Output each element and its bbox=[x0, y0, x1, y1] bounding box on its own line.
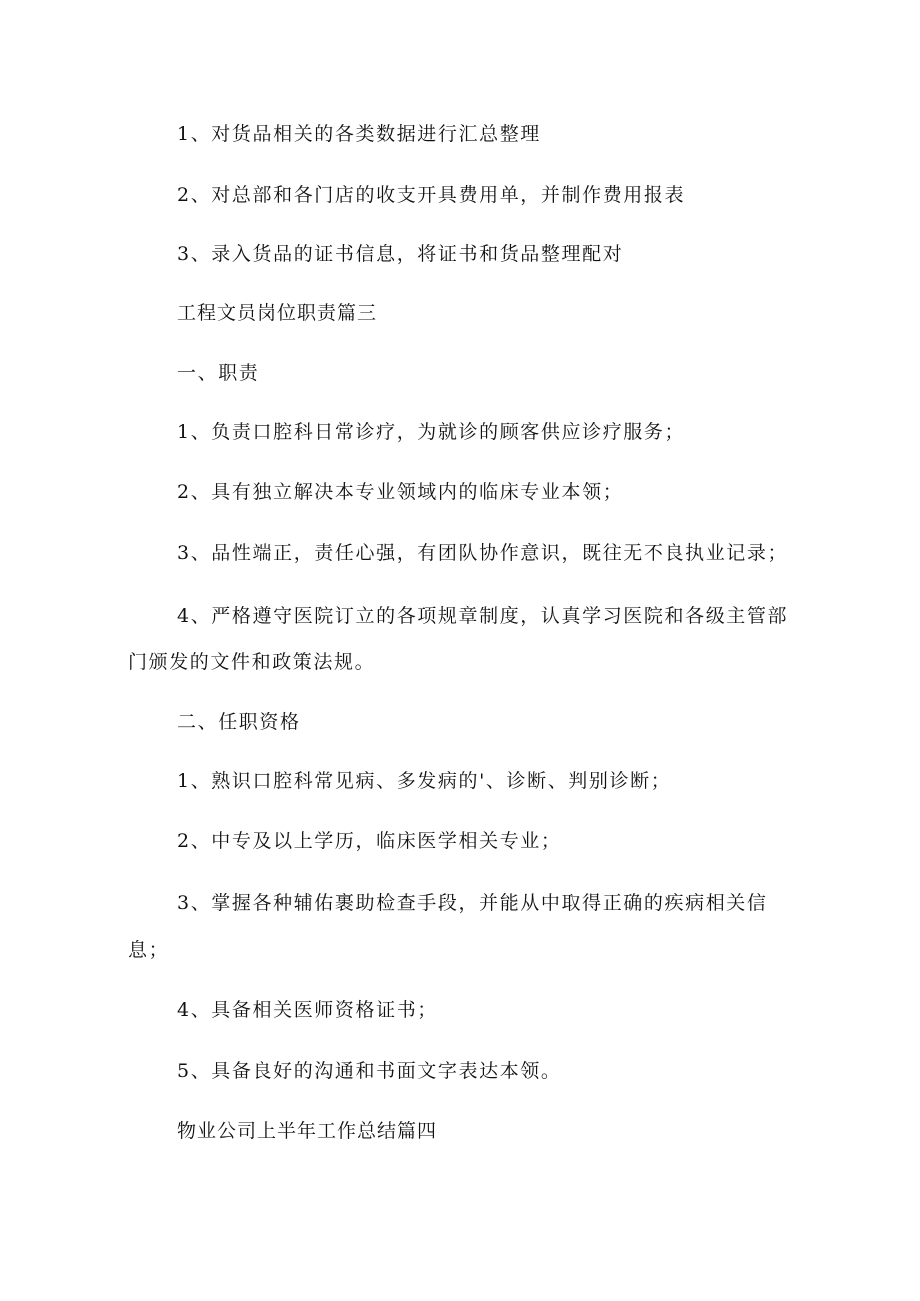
duty-item-1: 1、负责口腔科日常诊疗，为就诊的顾客供应诊疗服务； bbox=[177, 421, 686, 443]
duty-item-3: 3、品性端正，责任心强，有团队协作意识，既往无不良执业记录； bbox=[177, 542, 789, 564]
subsection-heading-qualifications: 二、任职资格 bbox=[177, 711, 301, 733]
qualification-item-3-line-1: 3、掌握各种辅佑裹助检查手段，并能从中取得正确的疾病相关信 bbox=[177, 892, 768, 914]
subsection-heading-duties: 一、职责 bbox=[177, 362, 260, 384]
qualification-item-3-line-2: 息； bbox=[128, 939, 170, 961]
duty-item-2: 2、具有独立解决本专业领域内的临床专业本领； bbox=[177, 481, 624, 503]
qualification-item-5: 5、具备良好的沟通和书面文字表达本领。 bbox=[177, 1060, 562, 1082]
duty-item-4-line-2: 门颁发的文件和政策法规。 bbox=[128, 651, 376, 673]
paragraph-item-2: 2、对总部和各门店的收支开具费用单，并制作费用报表 bbox=[177, 184, 686, 206]
section-heading-2: 物业公司上半年工作总结篇四 bbox=[177, 1120, 438, 1142]
paragraph-item-1: 1、对货品相关的各类数据进行汇总整理 bbox=[177, 123, 541, 145]
paragraph-item-3: 3、录入货品的证书信息，将证书和货品整理配对 bbox=[177, 243, 624, 265]
qualification-item-2: 2、中专及以上学历，临床医学相关专业； bbox=[177, 830, 562, 852]
qualification-item-1: 1、熟识口腔科常见病、多发病的'、诊断、判别诊断； bbox=[177, 770, 672, 792]
duty-item-4-line-1: 4、严格遵守医院订立的各项规章制度，认真学习医院和各级主管部 bbox=[177, 605, 789, 627]
qualification-item-4: 4、具备相关医师资格证书； bbox=[177, 999, 438, 1021]
section-heading-1: 工程文员岗位职责篇三 bbox=[177, 302, 378, 324]
